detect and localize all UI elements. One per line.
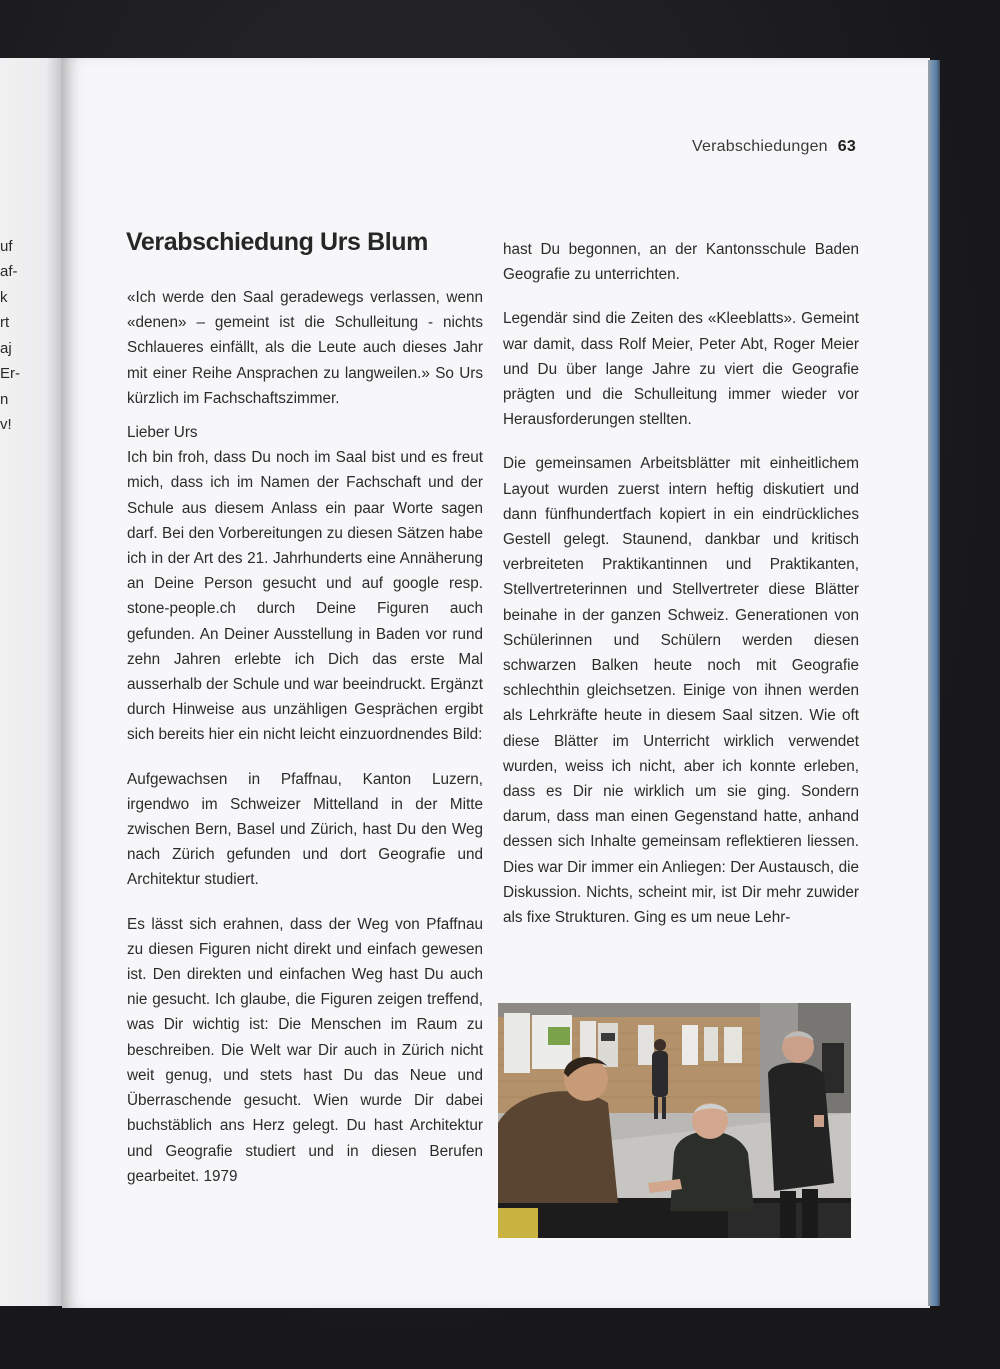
- left-page-fragment: af-: [0, 263, 18, 280]
- left-page-fragment: uf: [0, 238, 13, 255]
- article-title: Verabschiedung Urs Blum: [126, 228, 428, 256]
- body-paragraph: hast Du begonnen, an der Kantonsschule Baden Geografie zu unterrichten.: [503, 241, 859, 284]
- left-page-fragment: rt: [0, 314, 10, 331]
- running-head: [692, 138, 856, 156]
- right-column: [503, 237, 859, 930]
- photo-illustration: [498, 1003, 851, 1238]
- salutation: Lieber Urs: [127, 424, 198, 442]
- left-page-fragment: Er-: [0, 365, 20, 382]
- left-page-fragment: k: [0, 289, 8, 306]
- photo: [498, 1003, 851, 1238]
- page-edge: [928, 60, 940, 1306]
- left-page-fragment: aj: [0, 340, 12, 357]
- intro-quote-paragraph: «Ich werde den Saal geradewegs verlassen, wenn «denen» – gemeint ist die Schulleitung - nichts Schlaueres einfällt, als die Leute auch dieses Jahr mit einer Reihe Ansprachen zu langweilen.» So Urs kürzlich im Fachschaftszimmer.: [127, 289, 483, 407]
- page-number: 63: [837, 138, 856, 155]
- body-paragraph: Ich bin froh, dass Du noch im Saal bist und es freut mich, dass ich im Namen der Fachschaft und der Schule aus diesem Anlass ein paar Worte sagen darf. Bei den Vorbereitungen zu diesen Sätzen habe ich in der Art des 21. Jahrhunderts eine Annäherung an Deine Person gesucht und auf google resp. stone-people.ch durch Deine Figuren auch gefunden. An Deiner Ausstellung in Baden vor rund zehn Jahren erlebte ich Dich das erste Mal ausserhalb der Schule und war beeindruckt. Ergänzt durch Hinweise aus unzähligen Gesprächen ergibt sich bereits hier ein nicht leicht einzuordnendes Bild:: [127, 449, 483, 744]
- body-paragraph: Legendär sind die Zeiten des «Kleeblatts». Gemeint war damit, dass Rolf Meier, Peter Abt, Roger Meier und Du über lange Jahre zu viert die Geografie prägten und die Schulleitung immer wieder vor Herausforderungen stellten.: [503, 310, 859, 429]
- body-paragraph: Die gemeinsamen Arbeitsblätter mit einheitlichem Layout wurden zuerst intern heftig diskutiert und dann fünfhundertfach kopiert in ein eindrückliches Gestell gelegt. Staunend, dankbar und kritisch verbreiteten Praktikantinnen und Praktikanten, Stellvertreterinnen und Stellvertreter diese Blätter beinahe in der ganzen Schweiz. Generationen von Schülerinnen und Schülern werden diesen schwarzen Balken heute noch mit Geografie schlechthin gleichsetzen. Einige von ihnen werden als Lehrkräfte heute in diesem Saal sitzen. Wie oft diese Blätter im Unterricht wirklich verwendet wurden, weiss ich nicht, aber ich konnte erleben, dass es Dir nie wirklich um sie ging. Sondern darum, dass man einen Gegenstand hatte, anhand dessen sich Inhalte gemeinsam reflektieren liessen. Dies war Dir immer ein Anliegen: Der Austausch, die Diskussion. Nichts, scheint mir, ist Dir mehr zuwider als fixe Strukturen. Ging es um neue Lehr-: [503, 455, 859, 927]
- left-page-fragment: v!: [0, 416, 12, 433]
- left-page-fragment: n: [0, 391, 9, 408]
- left-column: [127, 285, 483, 1189]
- left-facing-page: [0, 58, 66, 1306]
- body-paragraph: Aufgewachsen in Pfaffnau, Kanton Luzern, irgendwo im Schweizer Mittelland in der Mitte zwischen Bern, Basel und Zürich, hast Du den Weg nach Zürich gefunden und dort Geografie und Architektur studiert.: [127, 770, 483, 889]
- body-paragraph: Es lässt sich erahnen, dass der Weg von Pfaffnau zu diesen Figuren nicht direkt und einfach gewesen ist. Den direkten und einfachen Weg hast Du auch nie gesucht. Ich glaube, die Figuren zeigen treffend, was Dir wichtig ist: Die Menschen im Raum zu beschreiben. Die Welt war Dir auch in Zürich nicht weit genug, und stets hast Du das Neue und Überraschende gesucht. Wien wurde Dir dabei buchstäblich ans Herz gelegt. Du hast Architektur und Geografie studiert und in diesen Berufen gearbeitet. 1979: [127, 915, 483, 1185]
- section-title: Verabschiedungen: [692, 138, 828, 155]
